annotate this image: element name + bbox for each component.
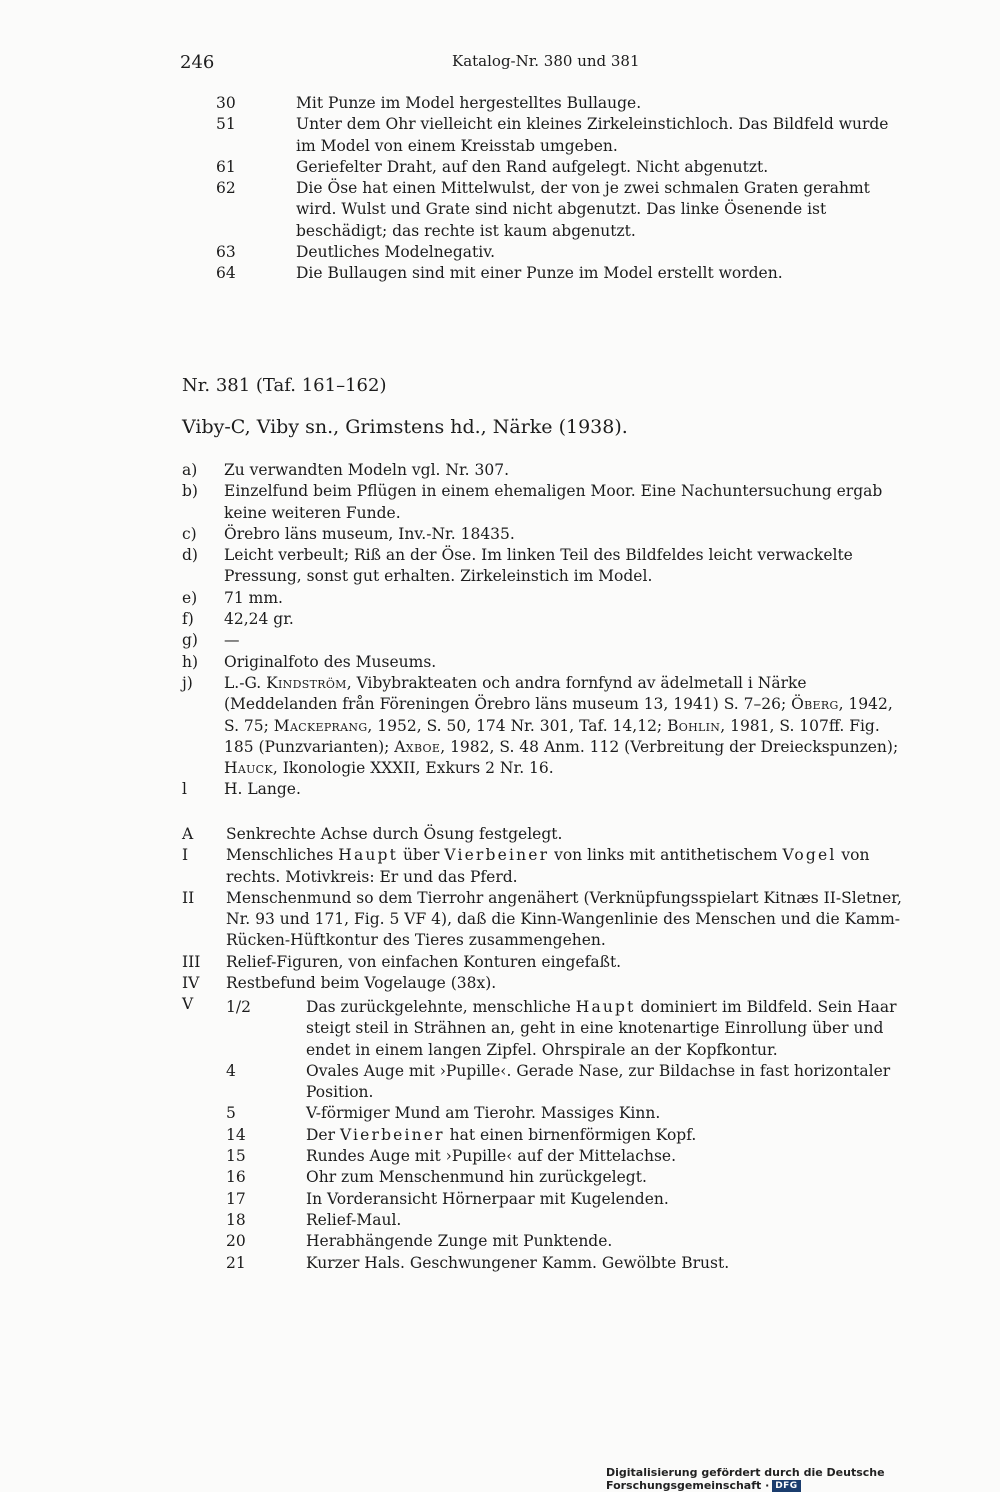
note-text: Mit Punze im Model hergestelltes Bullauge.	[296, 94, 642, 112]
analysis-label: III	[182, 952, 201, 971]
field-h	[182, 652, 902, 673]
analysis-i	[182, 845, 904, 888]
list-item	[226, 1103, 905, 1124]
detail-text: Ovales Auge mit ›Pupille‹. Gerade Nase, zur Bildachse in fast horizontaler Position.	[306, 1061, 891, 1102]
detail-text: Relief-Maul.	[306, 1210, 402, 1229]
field-c	[182, 524, 902, 545]
field-label: a)	[182, 461, 198, 479]
analysis-list	[182, 824, 904, 1016]
note-number: 61	[216, 157, 236, 176]
field-label: e)	[182, 588, 198, 607]
detail-number: 4	[226, 1061, 236, 1080]
field-text: H. Lange.	[224, 780, 301, 799]
field-text: —	[224, 631, 240, 650]
find-site-title: Viby-C, Viby sn., Grimstens hd., Närke (1938).	[182, 416, 628, 438]
entry-heading: Nr. 381 (Taf. 161–162)	[182, 375, 387, 396]
author-name: Axboe	[394, 737, 441, 756]
analysis-iii	[182, 952, 904, 973]
detail-text: In Vorderansicht Hörnerpaar mit Kugelenden.	[306, 1189, 669, 1208]
catalog-fields-list	[182, 460, 902, 801]
detail-text: Herabhängende Zunge mit Punktende.	[306, 1232, 613, 1251]
list-item	[226, 1231, 905, 1252]
footer-text: Digitalisierung gefördert durch die Deutsche Forschungsgemeinschaft ·	[606, 1466, 885, 1492]
list-item	[226, 1125, 905, 1146]
analysis-text: Relief-Figuren, von einfachen Konturen eingefaßt.	[226, 952, 622, 971]
notes-380-list	[216, 93, 900, 285]
analysis-label: A	[182, 825, 194, 843]
field-text: 42,24 gr.	[224, 610, 294, 629]
detail-number: 1/2	[226, 998, 251, 1016]
running-title: Katalog-Nr. 380 und 381	[452, 52, 640, 70]
spaced-term: Haupt	[338, 846, 399, 865]
list-item	[226, 1167, 905, 1188]
spaced-term: Vierbeiner	[444, 846, 550, 865]
author-name: Kindström	[266, 673, 347, 692]
note-number: 64	[216, 264, 236, 283]
analysis-text: Menschenmund so dem Tierrohr angenähert (Verknüpfungsspielart Kitnæs II-Sletner, Nr. 93 und 171, Fig. 5 VF 4), daß die Kinn-Wangenlinie des Menschen und die Kamm-Rücken-Hüftkontur des Tieres zusammengehen.	[226, 888, 902, 950]
detail-text: V-förmiger Mund am Tierohr. Massiges Kinn.	[306, 1104, 661, 1123]
field-text: Einzelfund beim Pflügen in einem ehemaligen Moor. Eine Nachuntersuchung ergab keine weiteren Funde.	[224, 482, 883, 522]
detail-number: 21	[226, 1253, 246, 1272]
list-item	[216, 263, 900, 284]
field-label: c)	[182, 524, 197, 543]
detail-number: 20	[226, 1232, 246, 1251]
detail-text: Kurzer Hals. Geschwungener Kamm. Gewölbte Brust.	[306, 1253, 730, 1272]
list-item	[226, 997, 905, 1061]
detail-notes-list	[226, 997, 905, 1274]
analysis-iv	[182, 973, 904, 994]
detail-number: 5	[226, 1104, 236, 1123]
note-text: Die Öse hat einen Mittelwulst, der von je zwei schmalen Graten gerahmt wird. Wulst und Grate sind nicht abgenutzt. Das linke Ösenende ist beschädigt; das rechte ist kaum abgenutzt.	[296, 179, 870, 240]
note-number: 51	[216, 115, 236, 134]
detail-text: Ohr zum Menschenmund hin zurückgelegt.	[306, 1168, 647, 1187]
list-item	[216, 114, 900, 157]
field-f	[182, 609, 902, 630]
note-number: 30	[216, 94, 236, 112]
note-text: Unter dem Ohr vielleicht ein kleines Zirkeleinstichloch. Das Bildfeld wurde im Model von einem Kreisstab umgeben.	[296, 115, 889, 155]
analysis-label: I	[182, 846, 189, 865]
list-item	[226, 1146, 905, 1167]
detail-number: 15	[226, 1147, 246, 1166]
field-label: g)	[182, 631, 198, 650]
author-name: Hauck	[224, 759, 273, 778]
list-item	[216, 242, 900, 263]
field-a	[182, 460, 902, 481]
analysis-text: Senkrechte Achse durch Ösung festgelegt.	[226, 825, 563, 843]
analysis-text: Restbefund beim Vogelauge (38x).	[226, 974, 497, 993]
list-item	[226, 1253, 905, 1274]
field-e	[182, 588, 902, 609]
detail-text: Der Vierbeiner hat einen birnenförmigen Kopf.	[306, 1125, 697, 1144]
list-item	[216, 178, 900, 242]
analysis-ii	[182, 888, 904, 952]
list-item	[226, 1061, 905, 1104]
list-item	[226, 1189, 905, 1210]
field-label: l	[182, 780, 187, 799]
analysis-a	[182, 824, 904, 845]
analysis-label: V	[182, 995, 194, 1014]
note-number: 62	[216, 179, 236, 198]
note-text: Geriefelter Draht, auf den Rand aufgelegt. Nicht abgenutzt.	[296, 157, 769, 176]
note-text: Die Bullaugen sind mit einer Punze im Model erstellt worden.	[296, 264, 783, 283]
field-text: Leicht verbeult; Riß an der Öse. Im linken Teil des Bildfeldes leicht verwackelte Pressung, sonst gut erhalten. Zirkeleinstich im Model.	[224, 546, 853, 586]
detail-number: 17	[226, 1189, 246, 1208]
field-label: b)	[182, 482, 198, 501]
field-d	[182, 545, 902, 588]
digitization-footer	[606, 1466, 1000, 1492]
field-label: h)	[182, 652, 199, 671]
analysis-text: Menschliches Haupt über Vierbeiner von links mit antithetischem Vogel von rechts. Motivkreis: Er und das Pferd.	[226, 846, 870, 886]
field-j	[182, 673, 902, 779]
list-item	[216, 157, 900, 178]
field-g	[182, 630, 902, 651]
note-number: 63	[216, 243, 236, 262]
list-item	[226, 1210, 905, 1231]
field-text: Originalfoto des Museums.	[224, 652, 437, 671]
bibliography-text: L.-G. Kindström, Vibybrakteaten och andra fornfynd av ädelmetall i Närke (Meddelanden från Föreningen Örebro läns museum 13, 1941) S. 7–26; Öberg, 1942, S. 75; Mackeprang, 1952, S. 50, 174 Nr. 301, Taf. 14,12; Bohlin, 1981, S. 107ff. Fig. 185 (Punzvarianten); Axboe, 1982, S. 48 Anm. 112 (Verbreitung der Dreieckspunzen); Hauck, Ikonologie XXXII, Exkurs 2 Nr. 16.	[224, 673, 899, 778]
note-text: Deutliches Modelnegativ.	[296, 243, 496, 262]
detail-number: 16	[226, 1168, 246, 1187]
field-l	[182, 779, 902, 800]
detail-text: Das zurückgelehnte, menschliche Haupt dominiert im Bildfeld. Sein Haar steigt steil in Strähnen an, geht in eine knotenartige Einrollung über und endet in einem langen Zipfel. Ohrspirale an der Kopfkontur.	[306, 998, 897, 1059]
dfg-logo: DFG	[772, 1480, 800, 1492]
page-number: 246	[180, 52, 215, 73]
detail-text: Rundes Auge mit ›Pupille‹ auf der Mittelachse.	[306, 1147, 677, 1166]
spaced-term: Vogel	[782, 846, 837, 865]
analysis-label: IV	[182, 974, 200, 993]
field-text: 71 mm.	[224, 588, 283, 607]
detail-number: 14	[226, 1125, 246, 1144]
field-label: f)	[182, 610, 194, 629]
analysis-label: II	[182, 888, 195, 907]
author-name: Öberg	[791, 695, 839, 714]
list-item	[216, 93, 900, 114]
field-text: Örebro läns museum, Inv.-Nr. 18435.	[224, 524, 515, 543]
field-label: d)	[182, 546, 198, 565]
author-name: Bohlin	[667, 716, 721, 735]
author-name: Mackeprang	[273, 716, 368, 735]
field-text: Zu verwandten Modeln vgl. Nr. 307.	[224, 461, 510, 479]
field-label: j)	[182, 673, 193, 692]
detail-number: 18	[226, 1210, 246, 1229]
field-b	[182, 481, 902, 524]
